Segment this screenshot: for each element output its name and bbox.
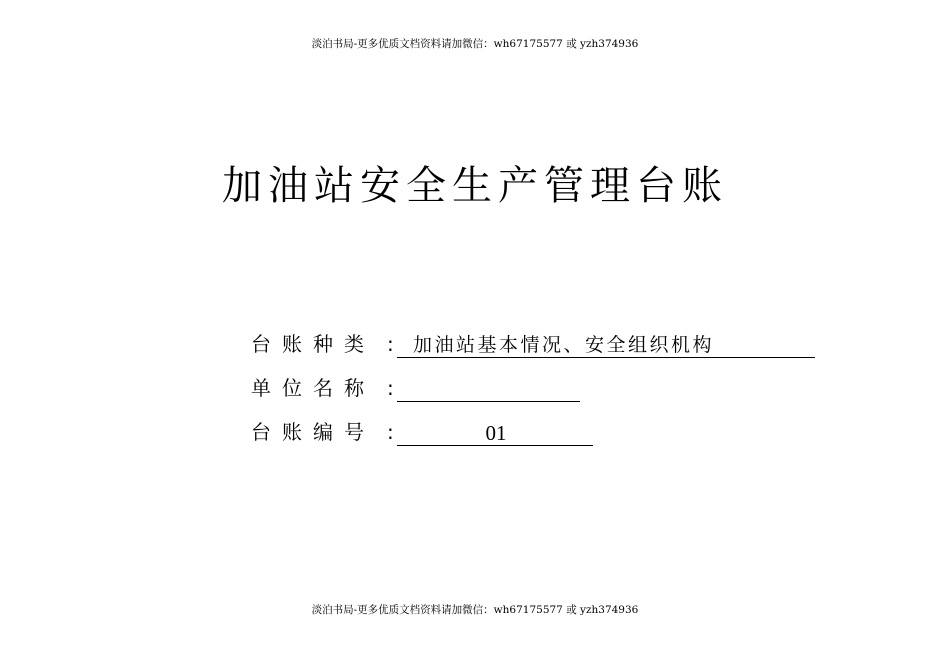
field-ledger-type bbox=[251, 328, 815, 358]
header-watermark-note: 淡泊书局-更多优质文档资料请加微信：wh67175577 或 yzh374936 bbox=[311, 38, 639, 50]
field-unit-name-value bbox=[397, 375, 580, 402]
field-ledger-type-label: 台账种类 bbox=[251, 332, 375, 356]
field-ledger-number-value: 01 bbox=[397, 420, 593, 446]
field-unit-name bbox=[251, 372, 580, 402]
field-ledger-type-colon: : bbox=[387, 332, 394, 356]
document-title: 加油站安全生产管理台账 bbox=[222, 163, 728, 209]
footer-watermark-note: 淡泊书局-更多优质文档资料请加微信：wh67175577 或 yzh374936 bbox=[311, 604, 639, 616]
field-ledger-number-colon: : bbox=[387, 420, 394, 444]
field-ledger-number bbox=[251, 416, 593, 446]
field-ledger-type-value: 加油站基本情况、安全组织机构 bbox=[397, 332, 815, 358]
field-unit-name-colon: : bbox=[387, 376, 394, 400]
field-ledger-number-label: 台账编号 bbox=[251, 420, 375, 444]
field-unit-name-label: 单位名称 bbox=[251, 376, 375, 400]
